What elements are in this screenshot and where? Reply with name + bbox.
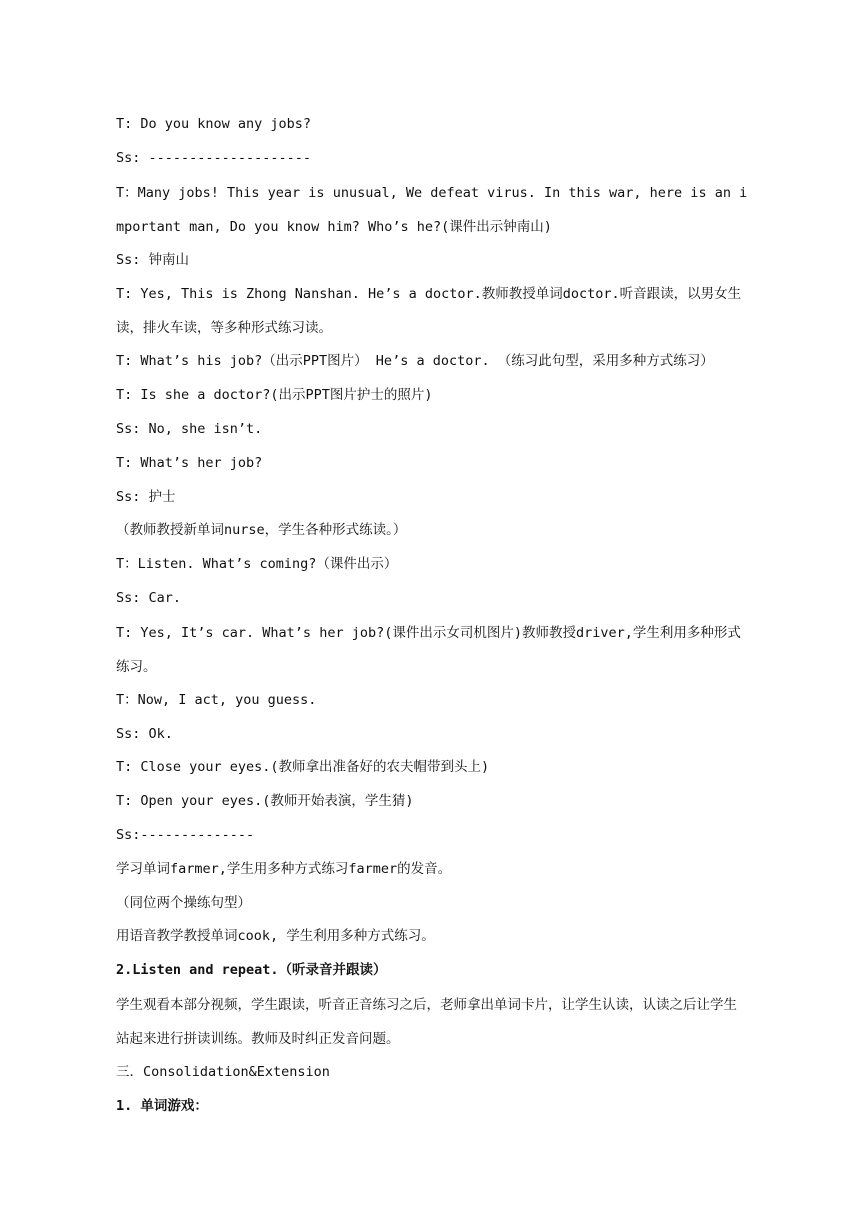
dialogue-line: T: Open your eyes.(教师开始表演，学生猜) [116,793,414,810]
dialogue-line: T：Listen. What’s coming?（课件出示） [116,556,398,573]
dialogue-line: T：Now, I act, you guess. [116,691,317,708]
dialogue-line: Ss: Ok. [116,725,173,742]
dialogue-line: Ss:-------------- [116,826,255,843]
paragraph: 学生观看本部分视频，学生跟读，听音正音练习之后，老师拿出单词卡片，让学生认读，认读之后让学生站起来进行拼读训练。教师及时纠正发音问题。 [116,996,737,1047]
instruction-note: （同位两个操练句型） [116,894,251,911]
section-heading: 1. 单词游戏： [116,1097,208,1114]
instruction-note: （教师教授新单词nurse，学生各种形式练读。） [116,522,407,539]
dialogue-line: Ss: Car. [116,589,182,606]
dialogue-line: T: Yes, This is Zhong Nanshan. He’s a doctor.教师教授单词doctor.听音跟读，以男女生读，排火车读，等多种形式练习读。 [116,286,742,337]
dialogue-line: Ss: 钟南山 [116,251,190,268]
dialogue-line: T: Close your eyes.(教师拿出准备好的农夫帽带到头上) [116,759,490,776]
dialogue-line: T: Is she a doctor?(出示PPT图片护士的照片) [116,387,433,404]
dialogue-line: T: What’s his job?（出示PPT图片） He’s a doctor. （练习此句型，采用多种方式练习） [116,353,714,370]
section-heading: 三．Consolidation&Extension [116,1063,330,1080]
dialogue-line: T: Do you know any jobs? [116,116,312,132]
dialogue-line: Ss: 护士 [116,488,176,505]
dialogue-line: T: What’s her job? [116,454,263,471]
section-heading: 2.Listen and repeat.（听录音并跟读） [116,962,387,979]
dialogue-line: T：Many jobs! This year is unusual, We defeat virus. In this war, here is an important man, Do you know him? Who’s he?(课件出示钟南山) [116,184,748,235]
dialogue-line: Ss: -------------------- [116,149,312,166]
instruction-note: 学习单词farmer,学生用多种方式练习farmer的发音。 [116,860,452,877]
instruction-note: 用语音教学教授单词cook, 学生利用多种方式练习。 [116,928,435,945]
dialogue-line: T: Yes, It’s car. What’s her job?(课件出示女司机图片)教师教授driver,学生利用多种形式练习。 [116,624,741,675]
dialogue-line: Ss: No, she isn’t. [116,420,263,437]
